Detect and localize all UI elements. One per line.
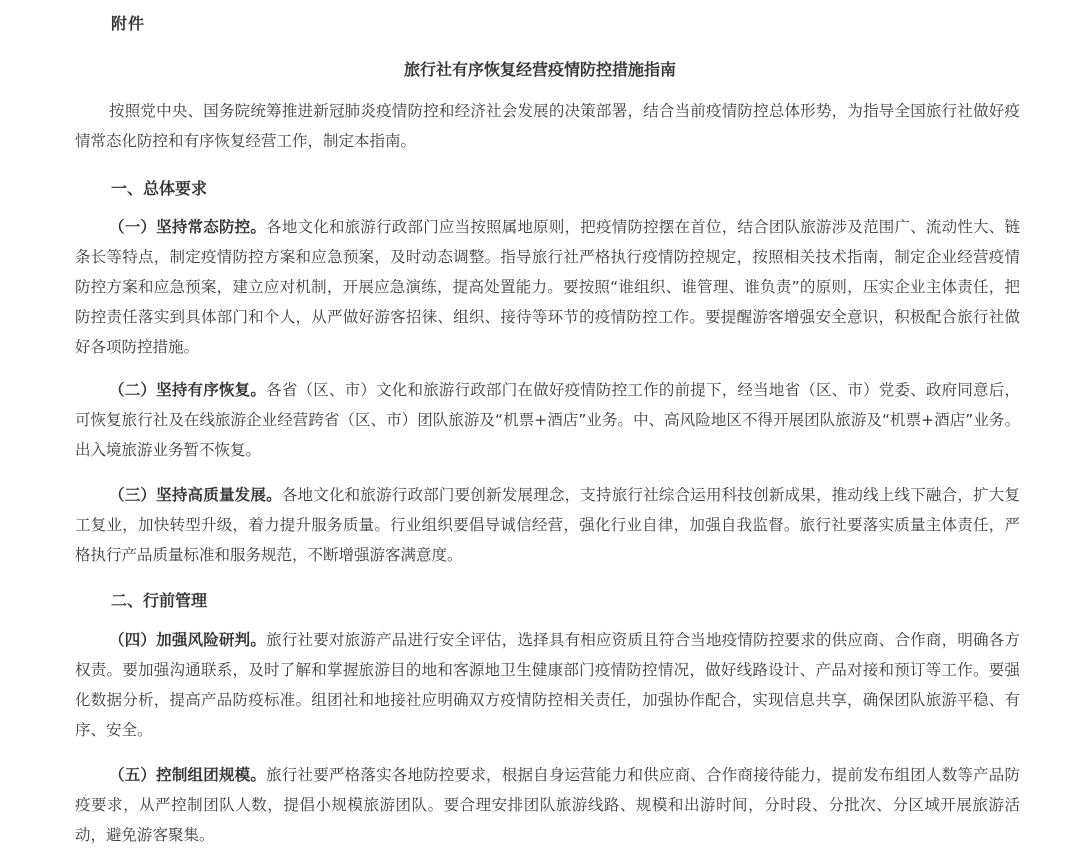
annex-label: 附件 <box>111 14 146 33</box>
item-3-body: 各地文化和旅游行政部门要创新发展理念，支持旅行社综合运用科技创新成果，推动线上线下融合，扩大复工复业，加快转型升级，着力提升服务质量。行业组织要倡导诚信经营，强化行业自律，加强自我监督。旅行社要落实质量主体责任，严格执行产品质量标准和服务规范，不断增强游客满意度。 <box>75 486 1020 564</box>
section-heading-general-requirements: 一、总体要求 <box>111 179 208 198</box>
item-1-body: 各地文化和旅游行政部门应当按照属地原则，把疫情防控摆在首位，结合团队旅游涉及范围广、流动性大、链条长等特点，制定疫情防控方案和应急预案，及时动态调整。指导旅行社严格执行疫情防控规定，按照相关技术指南，制定企业经营疫情防控方案和应急预案，建立应对机制，开展应急演练，提高处置能力。要按照“谁组织、谁管理、谁负责”的原则，压实企业主体责任，把防控责任落实到具体部门和个人，从严做好游客招徕、组织、接待等环节的疫情防控工作。要提醒游客增强安全意识，积极配合旅行社做好各项防控措施。 <box>75 218 1020 356</box>
document-title: 旅行社有序恢复经营疫情防控措施指南 <box>403 60 676 79</box>
item-2-body: 各省（区、市）文化和旅游行政部门在做好疫情防控工作的前提下，经当地省（区、市）党委、政府同意后，可恢复旅行社及在线旅游企业经营跨省（区、市）团队旅游及“机票+酒店”业务。中、高风险地区不得开展团队旅游及“机票+酒店”业务。出入境旅游业务暂不恢复。 <box>75 381 1020 459</box>
paragraph-item-1 <box>75 212 1020 362</box>
item-5-heading: （五）控制组团规模。 <box>109 766 267 784</box>
item-4-heading: （四）加强风险研判。 <box>109 631 267 649</box>
item-3-heading: （三）坚持高质量发展。 <box>109 486 282 504</box>
paragraph-item-5 <box>75 760 1020 850</box>
intro-text: 按照党中央、国务院统筹推进新冠肺炎疫情防控和经济社会发展的决策部署，结合当前疫情防控总体形势，为指导全国旅行社做好疫情常态化防控和有序恢复经营工作，制定本指南。 <box>75 102 1020 150</box>
item-2-heading: （二）坚持有序恢复。 <box>109 381 267 399</box>
paragraph-item-2 <box>75 375 1020 465</box>
paragraph-item-4 <box>75 625 1020 745</box>
item-1-heading: （一）坚持常态防控。 <box>109 218 267 236</box>
item-4-body: 旅行社要对旅游产品进行安全评估，选择具有相应资质且符合当地疫情防控要求的供应商、合作商，明确各方权责。要加强沟通联系，及时了解和掌握旅游目的地和客源地卫生健康部门疫情防控情况，做好线路设计、产品对接和预订等工作。要强化数据分析，提高产品防疫标准。组团社和地接社应明确双方疫情防控相关责任，加强协作配合，实现信息共享，确保团队旅游平稳、有序、安全。 <box>75 631 1020 739</box>
item-5-body: 旅行社要严格落实各地防控要求，根据自身运营能力和供应商、合作商接待能力，提前发布组团人数等产品防疫要求，从严控制团队人数，提倡小规模旅游团队。要合理安排团队旅游线路、规模和出游时间，分时段、分批次、分区域开展旅游活动，避免游客聚集。 <box>75 766 1020 844</box>
paragraph-item-3 <box>75 480 1020 570</box>
section-heading-pre-trip-management: 二、行前管理 <box>111 591 208 610</box>
intro-paragraph <box>75 96 1020 156</box>
